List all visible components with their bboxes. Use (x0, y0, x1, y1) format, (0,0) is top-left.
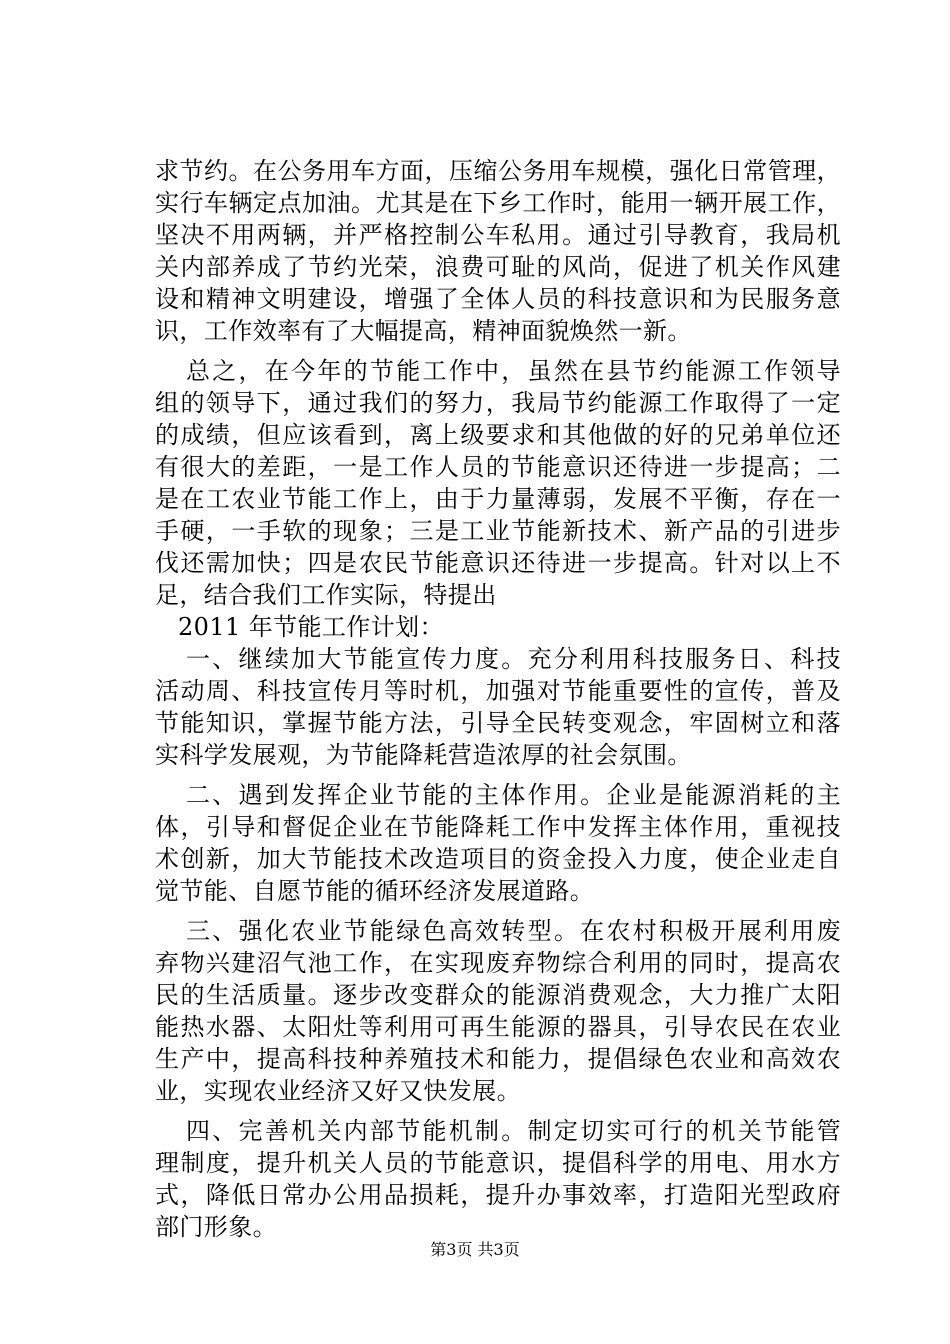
text-line: 活动周、科技宣传月等时机，加强对节能重要性的宣传，普及 (155, 677, 841, 705)
text-line: 能热水器、太阳灶等利用可再生能源的器具，引导农民在农业 (155, 1013, 841, 1041)
text-line: 伐还需加快；四是农民节能意识还待进一步提高。针对以上不 (155, 549, 841, 577)
text-line: 体，引导和督促企业在节能降耗工作中发挥主体作用，重视技 (155, 813, 841, 841)
text-line: 业，实现农业经济又好又快发展。 (155, 1077, 521, 1105)
text-line: 理制度，提升机关人员的节能意识，提倡科学的用电、用水方 (155, 1149, 841, 1177)
paragraph-first-line: 总之，在今年的节能工作中，虽然在县节约能源工作领导 (186, 357, 841, 385)
text-line: 识，工作效率有了大幅提高，精神面貌焕然一新。 (155, 317, 692, 345)
text-line: 足，结合我们工作实际，特提出 (155, 581, 497, 609)
text-line: 设和精神文明建设，增强了全体人员的科技意识和为民服务意 (155, 285, 841, 313)
text-line: 关内部养成了节约光荣，浪费可耻的风尚，促进了机关作风建 (155, 253, 841, 281)
text-line: 组的领导下，通过我们的努力，我局节约能源工作取得了一定 (155, 389, 841, 417)
plan-heading: 2011 年节能工作计划： (178, 613, 444, 641)
text-line: 生产中，提高科技种养殖技术和能力，提倡绿色农业和高效农 (155, 1045, 841, 1073)
text-line: 术创新，加大节能技术改造项目的资金投入力度，使企业走自 (155, 845, 841, 873)
text-line: 实科学发展观，为节能降耗营造浓厚的社会氛围。 (155, 741, 692, 769)
text-line: 坚决不用两辆，并严格控制公车私用。通过引导教育，我局机 (155, 221, 841, 249)
text-line: 节能知识，掌握节能方法，引导全民转变观念，牢固树立和落 (155, 709, 841, 737)
text-line: 是在工农业节能工作上，由于力量薄弱，发展不平衡，存在一 (155, 485, 841, 513)
page-number-footer: 第3页 共3页 (430, 1240, 520, 1259)
paragraph-first-line: 三、强化农业节能绿色高效转型。在农村积极开展利用废 (186, 917, 841, 945)
text-line: 有很大的差距，一是工作人员的节能意识还待进一步提高；二 (155, 453, 841, 481)
text-line: 实行车辆定点加油。尤其是在下乡工作时，能用一辆开展工作， (155, 189, 841, 217)
text-line: 弃物兴建沼气池工作，在实现废弃物综合利用的同时，提高农 (155, 949, 841, 977)
text-line: 觉节能、自愿节能的循环经济发展道路。 (155, 877, 595, 905)
text-line: 的成绩，但应该看到，离上级要求和其他做的好的兄弟单位还 (155, 421, 841, 449)
text-line: 求节约。在公务用车方面，压缩公务用车规模，强化日常管理， (155, 157, 841, 185)
text-line: 手硬，一手软的现象；三是工业节能新技术、新产品的引进步 (155, 517, 841, 545)
paragraph-first-line: 一、继续加大节能宣传力度。充分利用科技服务日、科技 (186, 645, 841, 673)
text-line: 部门形象。 (155, 1213, 277, 1241)
text-line: 民的生活质量。逐步改变群众的能源消费观念，大力推广太阳 (155, 981, 841, 1009)
paragraph-first-line: 二、遇到发挥企业节能的主体作用。企业是能源消耗的主 (186, 781, 841, 809)
text-line: 式，降低日常办公用品损耗，提升办事效率，打造阳光型政府 (155, 1181, 841, 1209)
paragraph-first-line: 四、完善机关内部节能机制。制定切实可行的机关节能管 (186, 1117, 841, 1145)
